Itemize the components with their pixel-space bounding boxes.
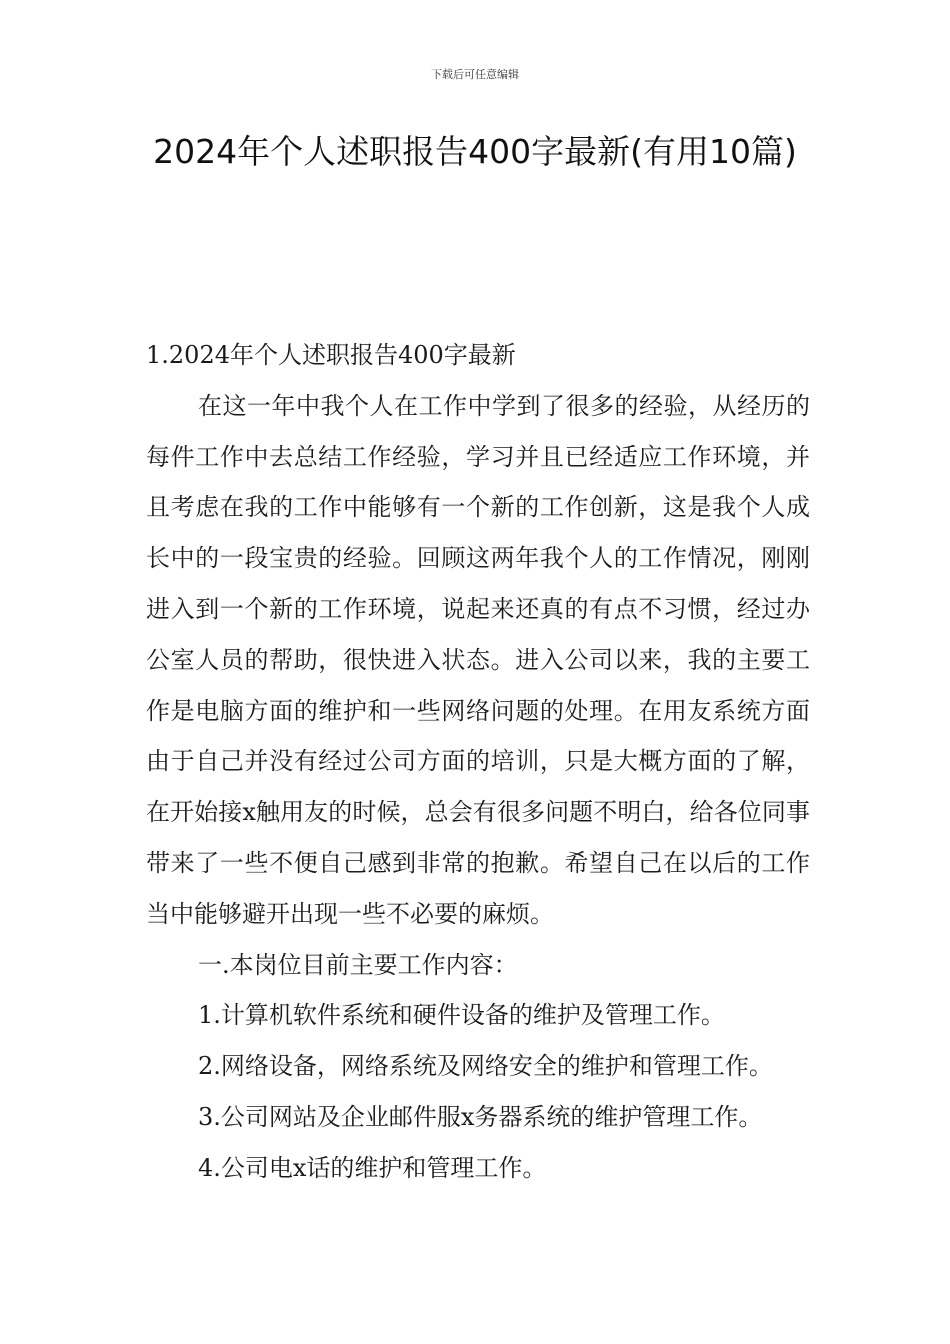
- list-item: 2.网络设备，网络系统及网络安全的维护和管理工作。: [198, 1052, 773, 1081]
- subheading: 一.本岗位目前主要工作内容：: [198, 950, 518, 979]
- section-heading: 1.2024年个人述职报告400字最新: [146, 341, 516, 369]
- body-paragraph: 在这一年中我个人在工作中学到了很多的经验，从经历的每件工作中去总结工作经验，学习并且已经适应工作环境，并且考虑在我的工作中能够有一个新的工作创新，这是我个人成长中的一段宝贵的经验。回顾这两年我个人的工作情况，刚刚进入到一个新的工作环境，说起来还真的有点不习惯，经过办公室人员的帮助，很快进入状态。进入公司以来，我的主要工作是电脑方面的维护和一些网络问题的处理。在用友系统方面由于自己并没有经过公司方面的培训，只是大概方面的了解，在开始接x触用友的时候，总会有很多问题不明白，给各位同事带来了一些不便自己感到非常的抱歉。希望自己在以后的工作当中能够避开出现一些不必要的麻烦。: [146, 391, 810, 928]
- list-item: 1.计算机软件系统和硬件设备的维护及管理工作。: [198, 1001, 725, 1030]
- list-item: 3.公司网站及企业邮件服x务器系统的维护管理工作。: [198, 1102, 763, 1131]
- document-body: [146, 330, 810, 1194]
- document-title: 2024年个人述职报告400字最新(有用10篇): [153, 132, 797, 171]
- header-note: 下载后可任意编辑: [431, 68, 519, 81]
- list-item: 4.公司电x话的维护和管理工作。: [198, 1153, 547, 1182]
